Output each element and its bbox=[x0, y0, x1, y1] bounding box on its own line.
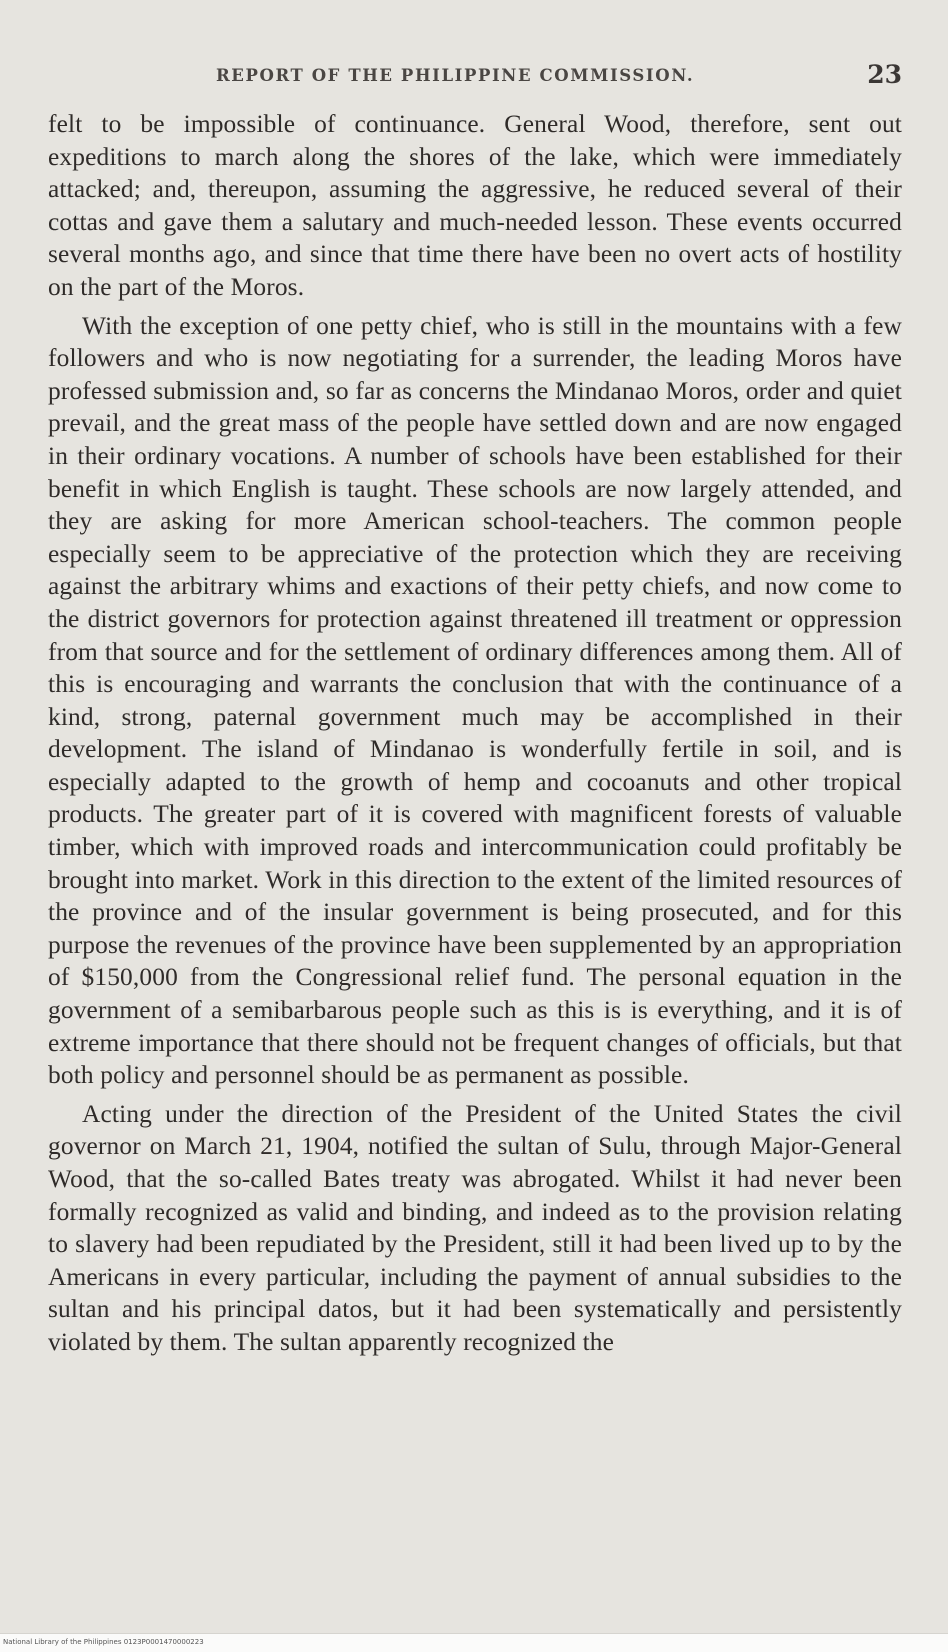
page-header bbox=[48, 60, 902, 94]
paragraph-moro-submission: With the exception of one petty chief, who is still in the mountains with a few followers and who is now negotiating for a surrender, the leading Moros have professed submission and, so far as concerns the Mindanao Moros, order and quiet prevail, and the great mass of the people have settled down and are now engaged in their ordinary vocations. A number of schools have been established for their benefit in which English is taught. These schools are now largely attended, and they are asking for more American school-teachers. The common people especially seem to be appreciative of the protection which they are receiving against the arbitrary whims and exactions of their petty chiefs, and now come to the district governors for protection against threatened ill treatment or oppression from that source and for the settlement of ordinary differences among them. All of this is encouraging and warrants the conclusion that with the continuance of a kind, strong, paternal government much may be accomplished in their development. The island of Mindanao is wonderfully fertile in soil, and is especially adapted to the growth of hemp and cocoanuts and other tropical products. The greater part of it is covered with magnificent forests of valuable timber, which with improved roads and intercommunication could profitably be brought into market. Work in this direction to the extent of the limited resources of the province and of the insular government is being prosecuted, and for this purpose the revenues of the province have been supplemented by an appropriation of $150,000 from the Congressional relief fund. The personal equation in the government of a semibarbarous people such as this is is everything, and it is of extreme importance that there should not be frequent changes of officials, but that both policy and personnel should be as permanent as possible. bbox=[48, 311, 902, 1090]
running-head: REPORT OF THE PHILIPPINE COMMISSION. bbox=[216, 66, 695, 85]
scan-footer bbox=[0, 1633, 948, 1652]
footer-credit: National Library of the Philippines 0123P0001470000223 bbox=[3, 1638, 204, 1646]
body-text bbox=[48, 108, 902, 1365]
paragraph-continued: felt to be impossible of continuance. General Wood, therefore, sent out expeditions to march along the shores of the lake, which were immediately attacked; and, thereupon, assuming the aggressive, he reduced several of their cottas and gave them a salutary and much-needed lesson. These events occurred several months ago, and since that time there have been no overt acts of hostility on the part of the Moros. bbox=[48, 110, 902, 301]
page-number: 23 bbox=[867, 60, 902, 89]
paragraph-bates-treaty: Acting under the direction of the President of the United States the civil governor on March 21, 1904, notified the sultan of Sulu, through Major-General Wood, that the so-called Bates treaty was abrogated. Whilst it had never been formally recognized as valid and binding, and indeed as to the provision relating to slavery had been repudiated by the President, still it had been lived up to by the Americans in every particular, including the payment of annual subsidies to the sultan and his principal datos, but it had been systematically and persistently violated by them. The sultan apparently recognized the bbox=[48, 1099, 902, 1356]
